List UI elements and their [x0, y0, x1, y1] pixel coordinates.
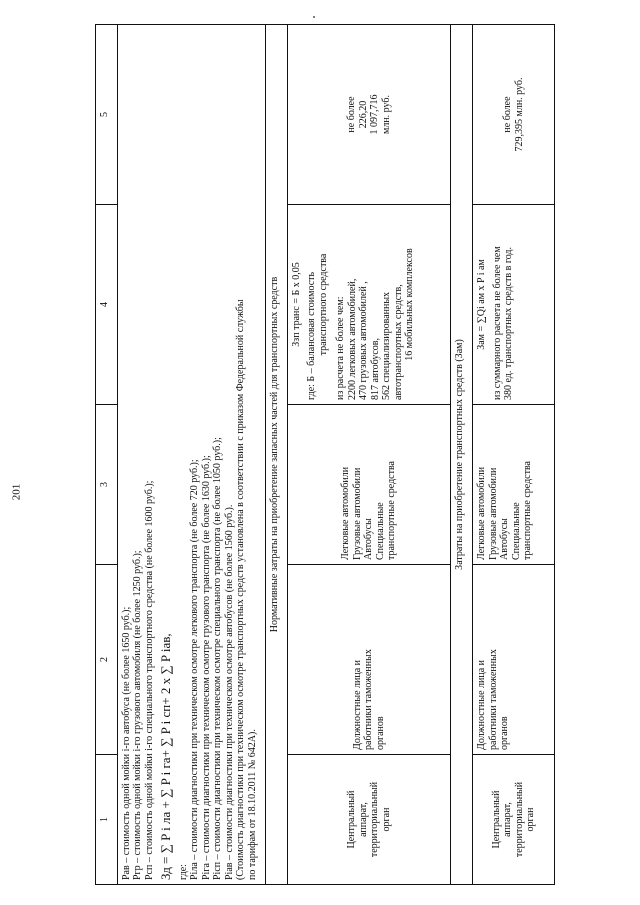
header-cell-2: 2 [96, 565, 118, 755]
cell-line: где: Б – балансовая стоимость [306, 271, 318, 400]
cell-line: 380 ед. транспортных средств в год. [503, 246, 514, 400]
cell-line: Грузовые автомобили [351, 467, 363, 560]
org-cell [473, 755, 555, 885]
cell-line: территориальный [513, 781, 525, 858]
cell-line: млн. руб. [380, 95, 392, 134]
cell-line: транспортные средства [522, 461, 533, 560]
formula-line: Pіла – стоимости диагностики при техническом осмотре легкового транспорта (не более 720 руб.); [189, 459, 201, 880]
norm-cell [473, 205, 555, 405]
page-number: 201 [10, 483, 23, 501]
cell-line: орган [380, 807, 392, 832]
cell-line: Легковые автомобили [340, 466, 352, 560]
formula-line: Pіга – стоимости диагностики при техническом осмотре грузового транспорта (не более 1630 руб.); [200, 455, 212, 880]
limit-cell [473, 25, 555, 205]
cell-line: органов [374, 716, 386, 750]
cost-table [95, 24, 555, 885]
cell-line: Должностные лица и [476, 660, 487, 750]
cell-line: работники таможенных [363, 649, 375, 750]
cell-line: работники таможенных [487, 649, 499, 750]
formula-line: Pсп – стоимость одной мойки i-го специального транспортного средства (не более 1600 руб.); [143, 480, 155, 880]
header-cell-3: 3 [96, 405, 118, 565]
limit-cell [287, 25, 451, 205]
formula-line: Pав – стоимость одной мойки i-го автобуса (не более 1650 руб.); [120, 606, 132, 880]
formula-line: Pгр – стоимость одной мойки i-го грузового автомобиля (не более 1250 руб.); [132, 550, 144, 880]
cell-line: 16 мобильных комплексов [404, 248, 416, 361]
main-formula: Зд = ∑ P i ла + ∑ P i га+ ∑ P i сп+ 2 x ∑ P iав, [158, 633, 174, 880]
vehicle-types-cell [287, 405, 451, 565]
norm-cell [287, 205, 451, 405]
section-row [266, 25, 288, 885]
section-row [451, 25, 473, 885]
cell-line: из расчета не более чем: [335, 296, 347, 400]
org-cell [287, 755, 451, 885]
vehicle-types-cell [473, 405, 555, 565]
cell-line: Автобусы [499, 518, 510, 560]
staff-cell [473, 565, 555, 755]
cell-line: транспортного средства [317, 253, 329, 356]
cell-line: Должностные лица и [351, 660, 363, 750]
formula-line: по тарифам от 18.10.2011 № 642А). [246, 729, 258, 880]
cell-line: 562 специализированных [381, 291, 393, 400]
cell-line: органов [499, 716, 510, 750]
cell-line: аппарат, [357, 802, 369, 837]
formula-cell [117, 25, 266, 885]
cell-line: территориальный [369, 781, 381, 858]
cell-line: Специальные [510, 502, 522, 560]
cell-line: орган [525, 807, 536, 832]
section-title: Нормативные затраты на приобретение запасных частей для транспортных средств [266, 25, 288, 885]
header-cell-1: 1 [96, 755, 118, 885]
cell-line: Специальные [374, 502, 386, 560]
staff-cell [287, 565, 451, 755]
formula-line: (Стоимость диагностики при техническом осмотре транспортных средств установлена в соответствии с приказом Федеральной службы [235, 299, 247, 880]
cell-line: 729,395 млн. руб. [513, 77, 525, 152]
cell-line: Автобусы [363, 518, 375, 560]
cell-line: аппарат, [502, 802, 513, 837]
cell-line: 2200 легковых автомобилей, [346, 278, 358, 400]
cell-line: Грузовые автомобили [487, 467, 499, 560]
table-row [287, 25, 451, 885]
section-title: Затраты на приобретение транспортных средств (Зам) [451, 25, 473, 885]
header-cell-4: 4 [96, 205, 118, 405]
cell-line: 470 грузовых автомобилей , [358, 281, 370, 400]
header-row [96, 25, 118, 885]
cell-line: транспортные средства [386, 461, 398, 560]
scan-dot [313, 16, 315, 18]
norm-formula: Ззп транс = Б x 0,05 [290, 262, 302, 347]
table-row [473, 25, 555, 885]
cell-line: Центральный [490, 790, 502, 849]
header-cell-5: 5 [96, 25, 118, 205]
cell-line: не более [502, 96, 513, 133]
cell-line: из суммарного расчета не более чем [491, 246, 503, 400]
cell-line: Легковые автомобили [476, 466, 487, 560]
formula-line: Pіав – стоимости диагностики при техническом осмотре автобусов (не более 1560 руб.). [223, 504, 235, 880]
formula-row [117, 25, 266, 885]
rotated-page [95, 25, 555, 885]
cell-line: 226,20 [357, 100, 369, 129]
norm-formula: Зам = ∑Qi ам x P i ам [476, 259, 487, 350]
cell-line: Центральный [346, 790, 358, 849]
cell-line: не более [346, 96, 358, 133]
cell-line: автотранспортных средств, [392, 284, 404, 400]
formula-line: Pісп – стоимости диагностики при техническом осмотре специального транспорта (не более 1050 руб.); [212, 437, 224, 880]
cell-line: 1 097,716 [369, 94, 381, 135]
where-label: где: [177, 864, 189, 880]
cell-line: 817 автобусов, [369, 337, 381, 400]
